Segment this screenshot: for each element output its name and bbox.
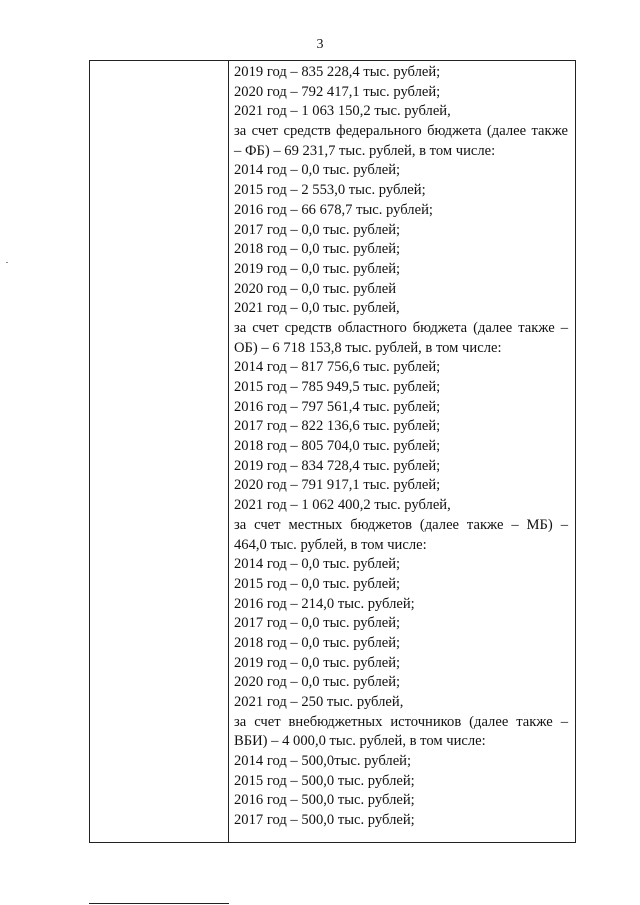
funding-line: 2015 год – 500,0 тыс. рублей; [234,772,415,789]
funding-line: 2021 год – 0,0 тыс. рублей, [234,300,400,317]
funding-line: 2015 год – 2 553,0 тыс. рублей; [234,182,426,199]
funding-line: 2014 год – 817 756,6 тыс. рублей; [234,359,441,376]
funding-line: 2017 год – 0,0 тыс. рублей; [234,615,401,632]
funding-line: 2018 год – 805 704,0 тыс. рублей; [234,438,441,455]
funding-line: 2019 год – 0,0 тыс. рублей; [234,260,401,277]
funding-line: 2016 год – 214,0 тыс. рублей; [234,595,415,612]
funding-line: 2017 год – 500,0 тыс. рублей; [234,812,415,829]
funding-line: 2020 год – 791 917,1 тыс. рублей; [234,477,441,494]
funding-line: 2014 год – 0,0 тыс. рублей; [234,556,401,573]
funding-line: за счет средств федерального бюджета (далее также [234,123,568,140]
page-number: 3 [316,37,324,52]
funding-line: 2015 год – 0,0 тыс. рублей; [234,575,401,592]
funding-line: – ФБ) – 69 231,7 тыс. рублей, в том числе: [234,142,496,159]
funding-line: 2018 год – 0,0 тыс. рублей; [234,241,401,258]
funding-line: 2019 год – 835 228,4 тыс. рублей; [234,64,441,80]
funding-line: 2019 год – 0,0 тыс. рублей; [234,654,401,671]
funding-line: 2021 год – 1 062 400,2 тыс. рублей, [234,497,451,514]
funding-line: 2017 год – 0,0 тыс. рублей; [234,221,401,238]
funding-line: 2016 год – 500,0 тыс. рублей; [234,792,415,809]
funding-line: 2014 год – 0,0 тыс. рублей; [234,162,401,179]
funding-table [89,60,576,843]
funding-line: ОБ) – 6 718 153,8 тыс. рублей, в том числе: [234,339,502,356]
funding-line: 2018 год – 0,0 тыс. рублей; [234,634,401,651]
funding-line: 2016 год – 66 678,7 тыс. рублей; [234,201,433,218]
column-divider [228,61,229,842]
funding-line: ВБИ) – 4 000,0 тыс. рублей, в том числе: [234,733,486,750]
funding-line: 2019 год – 834 728,4 тыс. рублей; [234,457,441,474]
funding-line: 2020 год – 792 417,1 тыс. рублей; [234,83,441,100]
funding-line: за счет средств областного бюджета (далее также – [234,319,568,336]
funding-line: за счет внебюджетных источников (далее также – [234,713,568,730]
funding-details-cell [234,63,568,831]
funding-line: 2020 год – 0,0 тыс. рублей [234,280,397,297]
funding-line: 2015 год – 785 949,5 тыс. рублей; [234,379,441,395]
funding-line: 464,0 тыс. рублей, в том числе: [234,536,427,553]
funding-line: 2020 год – 0,0 тыс. рублей; [234,674,401,691]
funding-line: 2021 год – 250 тыс. рублей, [234,694,404,710]
funding-line: 2016 год – 797 561,4 тыс. рублей; [234,398,441,415]
footnote-separator [89,903,229,904]
funding-line: 2017 год – 822 136,6 тыс. рублей; [234,418,441,435]
funding-line: 2014 год – 500,0тыс. рублей; [234,753,412,770]
funding-line: за счет местных бюджетов (далее также – МБ) – [234,516,568,533]
funding-line: 2021 год – 1 063 150,2 тыс. рублей, [234,103,451,120]
margin-mark [6,262,8,263]
